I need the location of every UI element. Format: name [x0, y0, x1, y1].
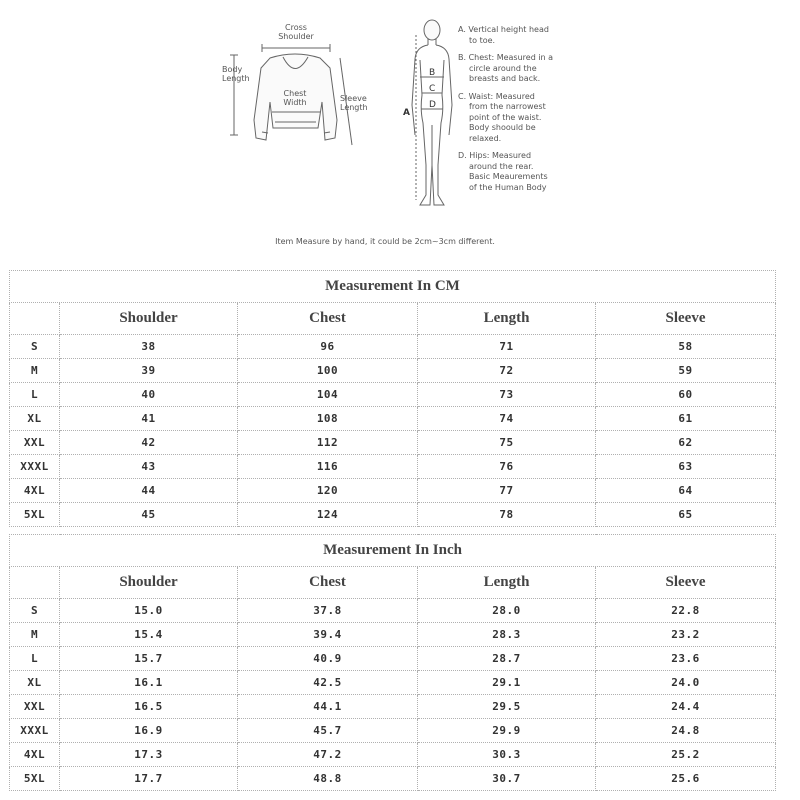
- label-d: D: [429, 100, 436, 110]
- column-header: Chest: [238, 303, 418, 335]
- table-row: [10, 479, 776, 503]
- measurement-cell: 15.7: [60, 647, 238, 671]
- column-header: Length: [418, 303, 596, 335]
- measurement-cell: 16.5: [60, 695, 238, 719]
- measurement-cell: 71: [418, 335, 596, 359]
- size-label: 5XL: [10, 767, 60, 791]
- legend-d: D. Hips: Measured around the rear. Basic Meaurements of the Human Body: [458, 151, 548, 192]
- garment-diagram: [0, 0, 380, 230]
- measurement-cell: 37.8: [238, 599, 418, 623]
- measurement-cell: 45: [60, 503, 238, 527]
- measurement-cell: 24.4: [596, 695, 776, 719]
- measurement-cell: 42: [60, 431, 238, 455]
- label-b: B: [429, 68, 436, 78]
- table-row: [10, 767, 776, 791]
- column-header: Sleeve: [596, 303, 776, 335]
- measurement-cell: 62: [596, 431, 776, 455]
- measurement-cell: 40.9: [238, 647, 418, 671]
- measurement-cell: 116: [238, 455, 418, 479]
- table-header-row: [10, 303, 776, 335]
- measurement-cell: 76: [418, 455, 596, 479]
- cross-shoulder-label: Cross Shoulder: [278, 23, 314, 41]
- size-label: 4XL: [10, 479, 60, 503]
- measurement-cell: 124: [238, 503, 418, 527]
- measurement-legend: [458, 25, 568, 200]
- table-title-row: [10, 271, 776, 303]
- size-label: M: [10, 623, 60, 647]
- table-title: Measurement In Inch: [10, 535, 776, 567]
- measurement-cell: 25.2: [596, 743, 776, 767]
- measurement-cell: 28.3: [418, 623, 596, 647]
- size-table-inch: [9, 534, 776, 791]
- measurement-cell: 104: [238, 383, 418, 407]
- measurement-cell: 44.1: [238, 695, 418, 719]
- measurement-cell: 30.7: [418, 767, 596, 791]
- measurement-cell: 40: [60, 383, 238, 407]
- measurement-cell: 47.2: [238, 743, 418, 767]
- legend-b: B. Chest: Measured in a circle around the breasts and back.: [458, 53, 554, 83]
- measurement-cell: 16.1: [60, 671, 238, 695]
- measurement-cell: 41: [60, 407, 238, 431]
- table-row: [10, 743, 776, 767]
- column-header: Chest: [238, 567, 418, 599]
- measurement-cell: 22.8: [596, 599, 776, 623]
- measurement-cell: 96: [238, 335, 418, 359]
- size-label: XL: [10, 407, 60, 431]
- measurement-cell: 112: [238, 431, 418, 455]
- label-c: C: [429, 84, 436, 94]
- measurement-cell: 25.6: [596, 767, 776, 791]
- table-row: [10, 671, 776, 695]
- table-header-row: [10, 567, 776, 599]
- size-label: 5XL: [10, 503, 60, 527]
- measurement-cell: 24.0: [596, 671, 776, 695]
- table-row: [10, 503, 776, 527]
- measurement-cell: 63: [596, 455, 776, 479]
- size-label: XXXL: [10, 455, 60, 479]
- column-header: Shoulder: [60, 303, 238, 335]
- table-row: [10, 335, 776, 359]
- measurement-cell: 73: [418, 383, 596, 407]
- column-header: Length: [418, 567, 596, 599]
- measurement-cell: 24.8: [596, 719, 776, 743]
- table-row: [10, 719, 776, 743]
- measurement-cell: 39: [60, 359, 238, 383]
- measurement-cell: 78: [418, 503, 596, 527]
- measurement-cell: 17.3: [60, 743, 238, 767]
- size-label: L: [10, 383, 60, 407]
- column-header: Sleeve: [596, 567, 776, 599]
- measurement-cell: 15.0: [60, 599, 238, 623]
- table-title-row: [10, 535, 776, 567]
- measurement-cell: 30.3: [418, 743, 596, 767]
- body-figure-diagram: [402, 15, 462, 235]
- size-label: XXXL: [10, 719, 60, 743]
- measurement-cell: 16.9: [60, 719, 238, 743]
- measure-note: Item Measure by hand, it could be 2cm~3cm different.: [275, 237, 495, 246]
- table-row: [10, 599, 776, 623]
- table-title: Measurement In CM: [10, 271, 776, 303]
- measurement-cell: 43: [60, 455, 238, 479]
- size-label: S: [10, 599, 60, 623]
- measurement-cell: 72: [418, 359, 596, 383]
- legend-a: A. Vertical height head to toe.: [458, 25, 549, 45]
- measurement-cell: 42.5: [238, 671, 418, 695]
- measurement-cell: 48.8: [238, 767, 418, 791]
- measurement-cell: 29.5: [418, 695, 596, 719]
- size-table-cm: [9, 270, 776, 527]
- table-row: [10, 695, 776, 719]
- table-row: [10, 359, 776, 383]
- measurement-cell: 45.7: [238, 719, 418, 743]
- sleeve-length-label: Sleeve Length: [340, 94, 368, 112]
- measurement-cell: 28.0: [418, 599, 596, 623]
- measurement-cell: 108: [238, 407, 418, 431]
- measurement-cell: 29.1: [418, 671, 596, 695]
- label-a: A: [403, 108, 410, 118]
- measurement-cell: 58: [596, 335, 776, 359]
- table-row: [10, 407, 776, 431]
- measurement-cell: 23.2: [596, 623, 776, 647]
- column-header: [10, 567, 60, 599]
- body-length-label: Body Length: [222, 65, 250, 83]
- column-header: [10, 303, 60, 335]
- table-row: [10, 623, 776, 647]
- legend-c: C. Waist: Measured from the narrowest point of the waist. Body shoould be relaxed.: [458, 91, 546, 143]
- measurement-cell: 61: [596, 407, 776, 431]
- chest-width-label: Chest Width: [283, 89, 307, 107]
- measurement-cell: 39.4: [238, 623, 418, 647]
- measurement-cell: 28.7: [418, 647, 596, 671]
- measurement-cell: 44: [60, 479, 238, 503]
- measurement-cell: 23.6: [596, 647, 776, 671]
- size-label: S: [10, 335, 60, 359]
- measurement-cell: 29.9: [418, 719, 596, 743]
- measurement-cell: 77: [418, 479, 596, 503]
- column-header: Shoulder: [60, 567, 238, 599]
- table-row: [10, 431, 776, 455]
- measurement-cell: 100: [238, 359, 418, 383]
- size-label: XL: [10, 671, 60, 695]
- table-row: [10, 647, 776, 671]
- measurement-diagram: [0, 0, 800, 265]
- measurement-cell: 120: [238, 479, 418, 503]
- size-label: M: [10, 359, 60, 383]
- measurement-cell: 38: [60, 335, 238, 359]
- measurement-cell: 17.7: [60, 767, 238, 791]
- size-label: XXL: [10, 695, 60, 719]
- measurement-cell: 64: [596, 479, 776, 503]
- table-row: [10, 383, 776, 407]
- size-label: 4XL: [10, 743, 60, 767]
- size-label: L: [10, 647, 60, 671]
- measurement-cell: 75: [418, 431, 596, 455]
- measurement-cell: 65: [596, 503, 776, 527]
- measurement-cell: 59: [596, 359, 776, 383]
- size-label: XXL: [10, 431, 60, 455]
- measurement-cell: 74: [418, 407, 596, 431]
- measurement-cell: 15.4: [60, 623, 238, 647]
- measurement-cell: 60: [596, 383, 776, 407]
- table-row: [10, 455, 776, 479]
